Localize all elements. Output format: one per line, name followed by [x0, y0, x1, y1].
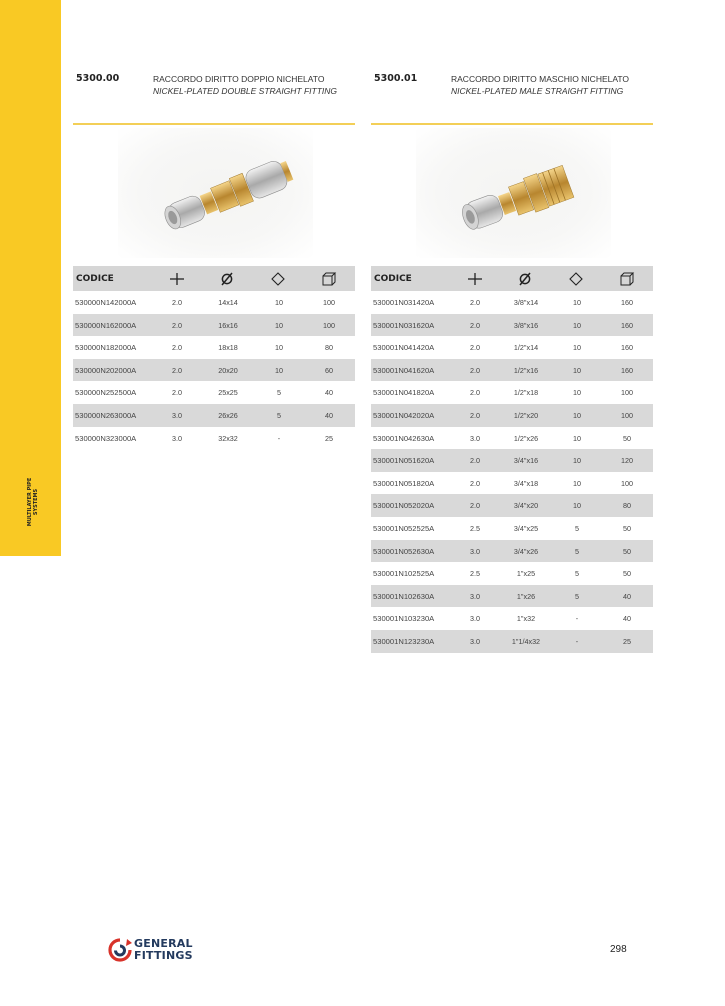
- package-quantity-icon: [270, 271, 286, 287]
- cell-diameter: 1"1/4x32: [511, 636, 541, 646]
- cell-diameter: 1/2"x18: [513, 388, 539, 398]
- cell-wall-thickness: 3.0: [172, 433, 182, 443]
- cell-wall-thickness: 2.0: [470, 410, 480, 420]
- cell-diameter: 1"x26: [516, 591, 536, 601]
- cell-diameter: 26x26: [218, 410, 238, 420]
- table-row: [371, 427, 653, 450]
- table-row: [371, 381, 653, 404]
- cell-wall-thickness: 2.0: [470, 365, 480, 375]
- cell-wall-thickness: 3.0: [470, 591, 480, 601]
- product-table: [73, 291, 355, 449]
- cell-wall-thickness: 3.0: [470, 614, 480, 624]
- cell-diameter: 3/8"x14: [513, 298, 539, 307]
- cell-package-qty: -: [277, 433, 281, 443]
- cell-box-qty: 50: [623, 433, 631, 443]
- cell-box-qty: 160: [621, 320, 633, 330]
- cell-package-qty: 5: [575, 569, 579, 579]
- cell-code: 530000N142000A: [75, 298, 137, 307]
- cell-diameter: 1/2"x20: [513, 410, 539, 420]
- table-header: [73, 266, 355, 291]
- cell-box-qty: 50: [623, 546, 631, 556]
- product-title-english: NICKEL-PLATED MALE STRAIGHT FITTING: [451, 86, 624, 96]
- cell-wall-thickness: 2.0: [470, 320, 480, 330]
- cell-diameter: 14x14: [218, 298, 238, 307]
- cell-code: 530000N263000A: [75, 410, 137, 420]
- cell-wall-thickness: 3.0: [470, 546, 480, 556]
- cell-wall-thickness: 2.5: [470, 569, 480, 579]
- cell-box-qty: 120: [621, 456, 633, 466]
- cell-box-qty: 60: [325, 365, 333, 375]
- box-quantity-icon: [321, 271, 337, 287]
- cell-code: 530001N052630A: [373, 546, 435, 556]
- cell-diameter: 1/2"x14: [513, 343, 539, 353]
- table-row: [371, 314, 653, 337]
- cell-diameter: 3/4"x20: [513, 501, 539, 511]
- cell-wall-thickness: 3.0: [470, 433, 480, 443]
- cell-wall-thickness: 2.0: [470, 478, 480, 488]
- cell-package-qty: -: [575, 636, 579, 646]
- cell-code: 530001N041820A: [373, 388, 435, 398]
- package-quantity-icon: [568, 271, 584, 287]
- cell-code: 530001N031420A: [373, 298, 435, 307]
- cell-code: 530001N103230A: [373, 614, 435, 624]
- cell-code: 530001N051620A: [373, 456, 435, 466]
- table-row: [73, 336, 355, 359]
- cell-box-qty: 40: [325, 410, 333, 420]
- cell-package-qty: 10: [275, 365, 283, 375]
- cell-code: 530000N182000A: [75, 343, 137, 353]
- cell-diameter: 3/4"x16: [513, 456, 539, 466]
- cell-box-qty: 80: [325, 343, 333, 353]
- section-label: MULTILAYER PIPE SYSTEMS: [27, 477, 39, 527]
- cell-code: 530000N323000A: [75, 433, 137, 443]
- column-header-code: CODICE: [76, 274, 114, 284]
- cell-diameter: 3/8"x16: [513, 320, 539, 330]
- product-title-italian: RACCORDO DIRITTO DOPPIO NICHELATO: [153, 74, 325, 84]
- wall-thickness-icon: [169, 271, 185, 287]
- table-row: [371, 472, 653, 495]
- cell-code: 530001N102525A: [373, 569, 435, 579]
- diameter-icon: [517, 271, 533, 287]
- cell-box-qty: 160: [621, 343, 633, 353]
- cell-wall-thickness: 2.0: [172, 343, 182, 353]
- cell-box-qty: 100: [621, 388, 633, 398]
- diameter-icon: [219, 271, 235, 287]
- cell-wall-thickness: 2.0: [470, 456, 480, 466]
- product-title-italian: RACCORDO DIRITTO MASCHIO NICHELATO: [451, 74, 630, 84]
- cell-box-qty: 40: [623, 614, 631, 624]
- side-band: [0, 0, 61, 556]
- male-straight-fitting-image: [416, 128, 611, 258]
- table-row: [73, 404, 355, 427]
- cell-package-qty: 10: [573, 365, 581, 375]
- cell-box-qty: 50: [623, 523, 631, 533]
- cell-diameter: 18x18: [218, 343, 238, 353]
- cell-code: 530000N162000A: [75, 320, 137, 330]
- table-row: [371, 562, 653, 585]
- cell-wall-thickness: 3.0: [172, 410, 182, 420]
- cell-box-qty: 80: [623, 501, 631, 511]
- cell-code: 530001N102630A: [373, 591, 435, 601]
- cell-package-qty: 10: [573, 343, 581, 353]
- cell-wall-thickness: 2.0: [172, 365, 182, 375]
- cell-package-qty: 10: [573, 320, 581, 330]
- cell-wall-thickness: 2.0: [470, 298, 480, 307]
- cell-package-qty: 10: [275, 343, 283, 353]
- cell-code: 530000N252500A: [75, 388, 137, 398]
- cell-code: 530000N202000A: [75, 365, 137, 375]
- section-divider: [371, 123, 653, 125]
- cell-diameter: 25x25: [218, 388, 238, 398]
- box-quantity-icon: [619, 271, 635, 287]
- cell-code: 530001N031620A: [373, 320, 435, 330]
- table-row: [371, 449, 653, 472]
- table-header: [371, 266, 653, 291]
- table-row: [371, 291, 653, 314]
- cell-package-qty: 10: [573, 433, 581, 443]
- cell-package-qty: 5: [575, 523, 579, 533]
- cell-package-qty: 5: [575, 591, 579, 601]
- cell-package-qty: 10: [573, 478, 581, 488]
- cell-package-qty: 10: [573, 501, 581, 511]
- product-photo: [416, 128, 611, 258]
- cell-code: 530001N123230A: [373, 636, 435, 646]
- cell-package-qty: 10: [275, 320, 283, 330]
- cell-box-qty: 40: [325, 388, 333, 398]
- table-row: [73, 381, 355, 404]
- table-row: [73, 359, 355, 382]
- product-photo: [118, 128, 313, 258]
- cell-box-qty: 40: [623, 591, 631, 601]
- cell-box-qty: 100: [323, 320, 335, 330]
- cell-diameter: 3/4"x25: [513, 523, 539, 533]
- cell-package-qty: 10: [275, 298, 283, 307]
- brand-mark-icon: [107, 937, 133, 965]
- cell-code: 530001N041620A: [373, 365, 435, 375]
- wall-thickness-icon: [467, 271, 483, 287]
- cell-code: 530001N042020A: [373, 410, 435, 420]
- table-row: [371, 630, 653, 653]
- cell-diameter: 1/2"x16: [513, 365, 539, 375]
- table-row: [371, 359, 653, 382]
- cell-diameter: 20x20: [218, 365, 238, 375]
- section-divider: [73, 123, 355, 125]
- double-straight-fitting-image: [118, 128, 313, 258]
- cell-diameter: 3/4"x18: [513, 478, 539, 488]
- page-number: 298: [610, 944, 627, 955]
- table-row: [73, 291, 355, 314]
- cell-wall-thickness: 3.0: [470, 636, 480, 646]
- cell-code: 530001N041420A: [373, 343, 435, 353]
- table-row: [371, 540, 653, 563]
- cell-box-qty: 50: [623, 569, 631, 579]
- cell-wall-thickness: 2.0: [470, 501, 480, 511]
- product-title-english: NICKEL-PLATED DOUBLE STRAIGHT FITTING: [153, 86, 338, 96]
- cell-diameter: 32x32: [218, 433, 238, 443]
- table-row: [371, 336, 653, 359]
- cell-diameter: 3/4"x26: [513, 546, 539, 556]
- cell-package-qty: -: [575, 614, 579, 624]
- cell-package-qty: 10: [573, 298, 581, 307]
- product-table: [371, 291, 653, 653]
- table-row: [73, 427, 355, 450]
- cell-wall-thickness: 2.0: [172, 388, 182, 398]
- cell-wall-thickness: 2.0: [470, 388, 480, 398]
- cell-box-qty: 100: [323, 298, 335, 307]
- cell-box-qty: 160: [621, 365, 633, 375]
- cell-package-qty: 5: [575, 546, 579, 556]
- cell-wall-thickness: 2.0: [172, 298, 182, 307]
- cell-diameter: 1"x32: [516, 614, 536, 624]
- cell-package-qty: 5: [277, 388, 281, 398]
- brand-wordmark: GENERAL FITTINGS: [134, 937, 193, 962]
- table-row: [371, 494, 653, 517]
- product-code: 5300.00: [76, 73, 120, 84]
- cell-diameter: 1/2"x26: [513, 433, 539, 443]
- cell-code: 530001N051820A: [373, 478, 435, 488]
- cell-code: 530001N052525A: [373, 523, 435, 533]
- cell-package-qty: 10: [573, 410, 581, 420]
- cell-box-qty: 160: [621, 298, 633, 307]
- cell-box-qty: 100: [621, 410, 633, 420]
- product-code: 5300.01: [374, 73, 418, 84]
- column-header-code: CODICE: [374, 274, 412, 284]
- cell-package-qty: 5: [277, 410, 281, 420]
- table-row: [73, 314, 355, 337]
- cell-code: 530001N052020A: [373, 501, 435, 511]
- cell-box-qty: 100: [621, 478, 633, 488]
- cell-box-qty: 25: [325, 433, 333, 443]
- table-row: [371, 607, 653, 630]
- cell-wall-thickness: 2.0: [470, 343, 480, 353]
- cell-wall-thickness: 2.5: [470, 523, 480, 533]
- table-row: [371, 404, 653, 427]
- table-row: [371, 585, 653, 608]
- table-row: [371, 517, 653, 540]
- cell-package-qty: 10: [573, 456, 581, 466]
- cell-box-qty: 25: [623, 636, 631, 646]
- brand-logo: [107, 937, 227, 965]
- cell-diameter: 16x16: [218, 320, 238, 330]
- cell-wall-thickness: 2.0: [172, 320, 182, 330]
- cell-package-qty: 10: [573, 388, 581, 398]
- cell-diameter: 1"x25: [516, 569, 536, 579]
- cell-code: 530001N042630A: [373, 433, 435, 443]
